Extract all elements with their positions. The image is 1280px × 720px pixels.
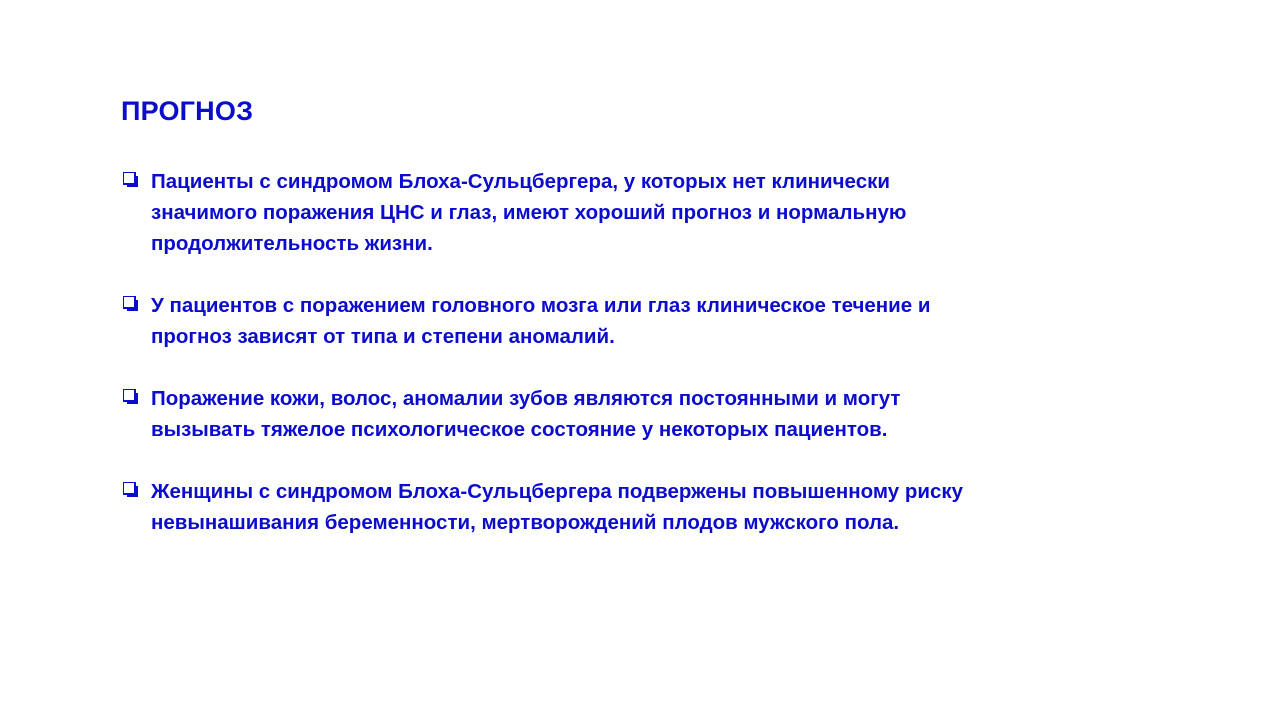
- checkbox-bullet-icon: [123, 482, 138, 497]
- bullet-text: Поражение кожи, волос, аномалии зубов являются постоянными и могут вызывать тяжелое психологическое состояние у некоторых пациентов.: [151, 387, 901, 441]
- slide-title: ПРОГНОЗ: [121, 96, 254, 126]
- checkbox-bullet-icon: [123, 389, 138, 404]
- bullet-item: [121, 166, 1001, 259]
- bullet-text: У пациентов с поражением головного мозга или глаз клиническое течение и прогноз зависят от типа и степени аномалий.: [151, 294, 931, 348]
- bullet-item: [121, 383, 1001, 445]
- checkbox-bullet-icon: [123, 296, 138, 311]
- bullet-item: [121, 290, 1001, 352]
- checkbox-bullet-icon: [123, 172, 138, 187]
- bullet-text: Женщины с синдромом Блоха-Сульцбергера подвержены повышенному риску невынашивания беременности, мертворождений плодов мужского пола.: [151, 480, 964, 534]
- bullet-text: Пациенты с синдромом Блоха-Сульцбергера, у которых нет клинически значимого поражения ЦНС и глаз, имеют хороший прогноз и нормальную продолжительность жизни.: [151, 170, 907, 255]
- bullet-list: [121, 166, 1001, 569]
- bullet-item: [121, 476, 1001, 538]
